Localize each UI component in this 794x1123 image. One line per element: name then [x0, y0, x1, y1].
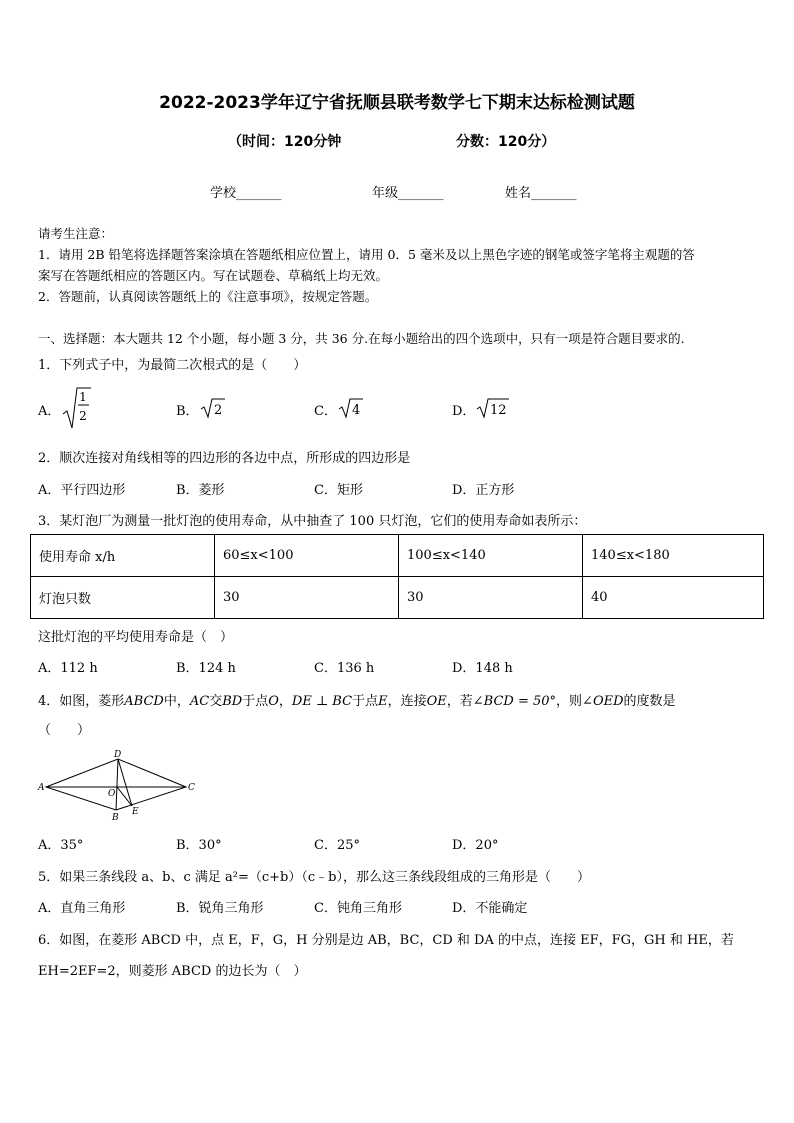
q4-debc: DE ⊥ BC — [291, 694, 353, 709]
school-field: 学校_______ — [210, 186, 282, 201]
table-cell: 30 — [215, 577, 399, 619]
q4-stem-text: 中， — [163, 694, 190, 709]
notice-item-1-line-1: 1．请用 2B 铅笔将选择题答案涂填在答题纸相应位置上，请用 0．5 毫米及以上黑色字迹的钢笔或签字笔将主观题的答 — [38, 247, 695, 262]
q3-stem: 3．某灯泡厂为测量一批灯泡的使用寿命，从中抽查了 100 只灯泡，它们的使用寿命如表所示： — [38, 514, 587, 529]
q1-option-a-radical — [62, 386, 92, 430]
q1-option-a — [38, 400, 60, 419]
page-title: 2022-2023学年辽宁省抚顺县联考数学七下期末达标检测试题 — [159, 93, 635, 113]
q2-option-a: A．平行四边形 — [38, 483, 126, 498]
figure-label-o: O — [108, 789, 116, 799]
q1-b-radicand: 2 — [214, 403, 223, 418]
q6-stem-line-2: EH=2EF=2，则菱形 ABCD 的边长为（ ） — [38, 964, 307, 979]
q1-option-a-label: A． — [38, 404, 61, 419]
q6-stem-line-1: 6．如图，在菱形 ABCD 中，点 E，F，G，H 分别是边 AB，BC，CD 和 DA 的中点，连接 EF，FG，GH 和 HE，若 — [38, 933, 734, 948]
q3-question: 这批灯泡的平均使用寿命是（ ） — [38, 630, 234, 645]
q1-option-b — [176, 400, 199, 419]
q4-stem-text: ， — [278, 694, 292, 709]
q4-option-a: A．35° — [38, 838, 84, 853]
table-cell: 30 — [399, 577, 583, 619]
q4-bd: BD — [222, 694, 243, 709]
exam-score: 分数：120分） — [456, 134, 556, 150]
q4-stem-text: 于点 — [242, 694, 269, 709]
notice-heading: 请考生注意： — [38, 226, 114, 241]
q1-a-numerator: 1 — [79, 390, 87, 404]
q4-stem-text: ，若 — [446, 694, 473, 709]
table-row — [31, 535, 764, 577]
table-cell: 使用寿命 x/h — [31, 535, 215, 577]
q3-option-d: D．148 h — [452, 661, 513, 676]
table-cell: 灯泡只数 — [31, 577, 215, 619]
table-cell: 60≤x<100 — [215, 535, 399, 577]
q4-o: O — [268, 694, 279, 709]
q4-option-d: D．20° — [452, 838, 499, 853]
q1-option-b-label: B． — [176, 404, 199, 419]
q1-c-radicand: 4 — [352, 403, 361, 418]
figure-label-a: A — [38, 783, 45, 793]
q4-stem-text: 的度数是 — [623, 694, 676, 709]
q1-option-c — [314, 400, 337, 419]
name-field: 姓名_______ — [505, 186, 577, 201]
q1-option-d — [452, 400, 475, 419]
q1-option-d-label: D． — [452, 404, 476, 419]
section-heading: 一、选择题：本大题共 12 个小题，每小题 3 分，共 36 分.在每小题给出的四个选项中，只有一项是符合题目要求的. — [38, 331, 685, 346]
figure-label-d: D — [114, 750, 122, 760]
table-cell: 140≤x<180 — [583, 535, 764, 577]
q4-stem-text: 4．如图，菱形 — [38, 694, 125, 709]
q4-angle-bcd: ∠BCD = 50° — [472, 694, 557, 709]
q4-paren: （ ） — [38, 723, 91, 738]
notice-item-1-line-2: 案写在答题纸相应的答题区内。写在试题卷、草稿纸上均无效。 — [38, 268, 389, 283]
q1-option-b-radical — [200, 397, 226, 419]
rhombus-figure — [36, 748, 196, 822]
grade-field: 年级_______ — [372, 186, 444, 201]
q3-option-b: B．124 h — [176, 661, 236, 676]
notice-item-2: 2．答题前，认真阅读答题纸上的《注意事项》，按规定答题。 — [38, 289, 378, 304]
q4-oe: OE — [426, 694, 447, 709]
figure-label-e: E — [132, 807, 139, 817]
q4-stem — [38, 690, 676, 709]
q4-abcd: ABCD — [124, 694, 164, 709]
q4-angle-oed: ∠OED — [582, 694, 624, 709]
q2-option-d: D．正方形 — [452, 483, 515, 498]
q4-option-c: C．25° — [314, 838, 360, 853]
q4-stem-text: 交 — [209, 694, 223, 709]
q4-stem-text: ，连接 — [387, 694, 427, 709]
q1-option-c-label: C． — [314, 404, 337, 419]
figure-label-b: B — [112, 813, 119, 822]
lifespan-table — [30, 534, 764, 619]
q5-option-c: C．钝角三角形 — [314, 901, 402, 916]
q3-option-c: C．136 h — [314, 661, 375, 676]
table-cell: 40 — [583, 577, 764, 619]
q3-option-a: A．112 h — [38, 661, 98, 676]
q4-stem-text: 于点 — [352, 694, 379, 709]
q4-e: E — [378, 694, 388, 709]
q5-option-b: B．锐角三角形 — [176, 901, 264, 916]
figure-label-c: C — [188, 783, 195, 793]
table-cell: 100≤x<140 — [399, 535, 583, 577]
q5-stem: 5．如果三条线段 a、b、c 满足 a²=（c+b）（c﹣b），那么这三条线段组成的三角形是（ ） — [38, 870, 590, 885]
q2-option-c: C．矩形 — [314, 483, 363, 498]
q1-option-c-radical — [338, 397, 364, 419]
q1-a-denominator: 2 — [79, 409, 87, 423]
q4-ac: AC — [189, 694, 210, 709]
q2-option-b: B．菱形 — [176, 483, 225, 498]
q4-option-b: B．30° — [176, 838, 222, 853]
q1-stem: 1．下列式子中，为最简二次根式的是（ ） — [38, 358, 307, 373]
exam-time: （时间：120分钟 — [228, 134, 342, 150]
q1-option-d-radical — [476, 397, 510, 419]
table-row — [31, 577, 764, 619]
q1-d-radicand: 12 — [490, 403, 507, 418]
q4-stem-text: ，则 — [556, 694, 583, 709]
q2-stem: 2．顺次连接对角线相等的四边形的各边中点，所形成的四边形是 — [38, 451, 411, 466]
q5-option-d: D．不能确定 — [452, 901, 528, 916]
q5-option-a: A．直角三角形 — [38, 901, 126, 916]
